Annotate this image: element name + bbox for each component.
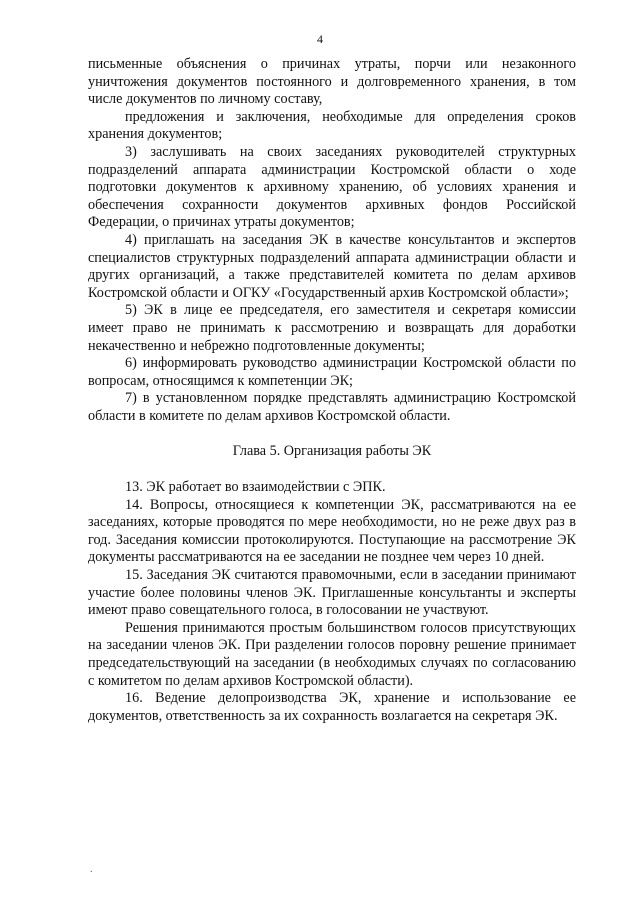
page-number: 4	[317, 32, 323, 46]
paragraph: 3) заслушивать на своих заседаниях руководителей структурных подразделений аппарата администрации Костромской области о ходе подготовки документов к архивному хранению, об условиях хранения и обеспечения сохранности документов архивных фондов Российской Федерации, о причинах утраты документов;	[88, 143, 576, 231]
paragraph: 14. Вопросы, относящиеся к компетенции ЭК, рассматриваются на ее заседаниях, которые проводятся по мере необходимости, но не реже двух раз в год. Заседания комиссии протоколируются. Поступающие на рассмотрение ЭК документы рассматриваются на ее заседании не позднее чем через 10 дней.	[88, 496, 576, 566]
paragraph: Решения принимаются простым большинством голосов присутствующих на заседании членов ЭК. При разделении голосов поровну решение принимает председательствующий на заседании (в необходимых случаях по согласованию с комитетом по делам архивов Костромской области).	[88, 619, 576, 689]
paragraph: 7) в установленном порядке представлять администрацию Костромской области в комитете по делам архивов Костромской области.	[88, 390, 576, 424]
paragraph: предложения и заключения, необходимые для определения сроков хранения документов;	[88, 108, 576, 143]
paragraph: 16. Ведение делопроизводства ЭК, хранение и использование ее документов, ответственность за их сохранность возлагается на секретаря ЭК.	[88, 690, 576, 724]
paragraph: 13. ЭК работает во взаимодействии с ЭПК.	[125, 479, 386, 496]
paragraph: 15. Заседания ЭК считаются правомочными, если в заседании принимают участие более половины членов ЭК. Приглашенные консультанты и эксперты имеют право совещательного голоса, в голосовании не участвуют.	[88, 567, 576, 619]
chapter-heading: Глава 5. Организация работы ЭК	[232, 443, 432, 460]
paragraph: 4) приглашать на заседания ЭК в качестве консультантов и экспертов специалистов структурных подразделений аппарата администрации области и других организаций, а также представителей комитета по делам архивов Костромской области и ОГКУ «Государственный архив Костромской области»;	[88, 231, 576, 301]
paragraph: 5) ЭК в лице ее председателя, его заместителя и секретаря комиссии имеет право не принимать к рассмотрению и возвращать для доработки некачественно и небрежно подготовленные документы;	[88, 302, 576, 354]
paragraph: 6) информировать руководство администрации Костромской области по вопросам, относящимся к компетенции ЭК;	[88, 355, 576, 389]
document-body	[88, 56, 576, 725]
paragraph: письменные объяснения о причинах утраты, порчи или незаконного уничтожения документов постоянного и долговременного хранения, в том числе документов по личному составу,	[88, 56, 576, 108]
footer-mark: .	[90, 864, 93, 875]
